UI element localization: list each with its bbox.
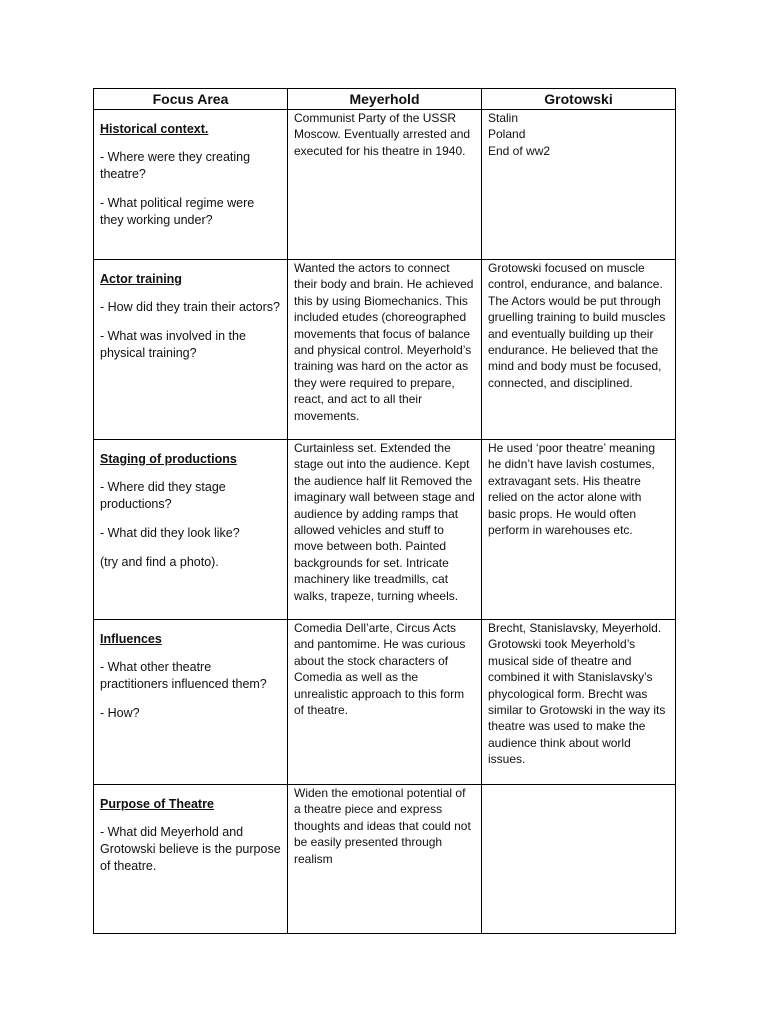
focus-cell (94, 785, 288, 934)
header-focus-area: Focus Area (94, 89, 288, 110)
grotowski-cell (482, 440, 676, 620)
grotowski-text: Grotowski focused on muscle control, endurance, and balance. The Actors would be put through gruelling training to build muscles and eventually building up their endurance. He believed that the mind and body must be focused, connected, and disciplined. (488, 261, 666, 390)
table-row (94, 440, 676, 620)
meyerhold-text: Widen the emotional potential of a theatre piece and express thoughts and ideas that could not be easily presented through realism (294, 786, 471, 866)
focus-question: (try and find a photo). (100, 555, 219, 569)
focus-title: Staging of productions (100, 452, 237, 466)
meyerhold-text: Communist Party of the USSR Moscow. Eventually arrested and executed for his theatre in 1940. (294, 111, 471, 158)
table-row (94, 620, 676, 785)
grotowski-cell (482, 110, 676, 260)
meyerhold-cell (288, 110, 482, 260)
header-meyerhold: Meyerhold (288, 89, 482, 110)
focus-question: - What did they look like? (100, 526, 240, 540)
focus-cell (94, 260, 288, 440)
grotowski-text: Stalin (488, 111, 519, 125)
meyerhold-text: Comedia Dell’arte, Circus Acts and pantomime. He was curious about the stock characters of Comedia as well as the unrealistic approach to this form of theatre. (294, 621, 466, 718)
focus-question: - How? (100, 706, 140, 720)
grotowski-text: Brecht, Stanislavsky, Meyerhold. (488, 621, 662, 635)
table-row (94, 260, 676, 440)
grotowski-cell (482, 785, 676, 934)
meyerhold-cell (288, 440, 482, 620)
focus-title: Actor training (100, 272, 182, 286)
grotowski-text: Poland (488, 127, 526, 142)
focus-cell (94, 620, 288, 785)
grotowski-cell (482, 260, 676, 440)
grotowski-cell (482, 620, 676, 785)
focus-question: - How did they train their actors? (100, 300, 280, 314)
meyerhold-cell (288, 620, 482, 785)
focus-title: Influences (100, 632, 162, 646)
focus-question: - What did Meyerhold and Grotowski believe is the purpose of theatre. (100, 825, 281, 873)
focus-question: - What was involved in the physical training? (100, 329, 246, 360)
focus-area-table (93, 88, 676, 934)
focus-question: - Where were they creating theatre? (100, 150, 251, 181)
header-grotowski: Grotowski (482, 89, 676, 110)
header-row (94, 89, 676, 110)
table-row (94, 110, 676, 260)
focus-title: Historical context. (100, 122, 209, 136)
focus-question: - What political regime were they working under? (100, 196, 255, 227)
meyerhold-cell (288, 785, 482, 934)
grotowski-text: He used ‘poor theatre’ meaning he didn’t have lavish costumes, extravagant sets. His theatre relied on the actor alone with basic props. He would often perform in warehouses etc. (488, 441, 655, 538)
grotowski-text: End of ww2 (488, 143, 551, 158)
focus-cell (94, 110, 288, 260)
grotowski-text: Grotowski took Meyerhold’s musical side of theatre and combined it with Stanislavsky’s phycological form. Brecht was similar to Grotowski in the way its theatre was used to make the audience think about world issues. (488, 637, 666, 767)
focus-cell (94, 440, 288, 620)
table-row (94, 785, 676, 934)
meyerhold-text: Wanted the actors to connect their body and brain. He achieved this by using Biomechanics. This included etudes (choreographed movements that focus of balance and physical control. Meyerhold’s training was hard on the actor as they were required to prepare, react, and act to all their movements. (294, 261, 474, 423)
focus-question: - What other theatre practitioners influenced them? (100, 660, 267, 691)
focus-title: Purpose of Theatre (100, 797, 214, 811)
meyerhold-text: Curtainless set. Extended the stage out into the audience. Kept the audience half lit Removed the imaginary wall between stage and audience by adding ramps that allowed vehicles and stuff to move between both. Painted backgrounds for set. Intricate machinery like treadmills, cat walks, trapeze, turning wheels. (294, 441, 475, 603)
focus-question: - Where did they stage productions? (100, 480, 226, 511)
meyerhold-cell (288, 260, 482, 440)
